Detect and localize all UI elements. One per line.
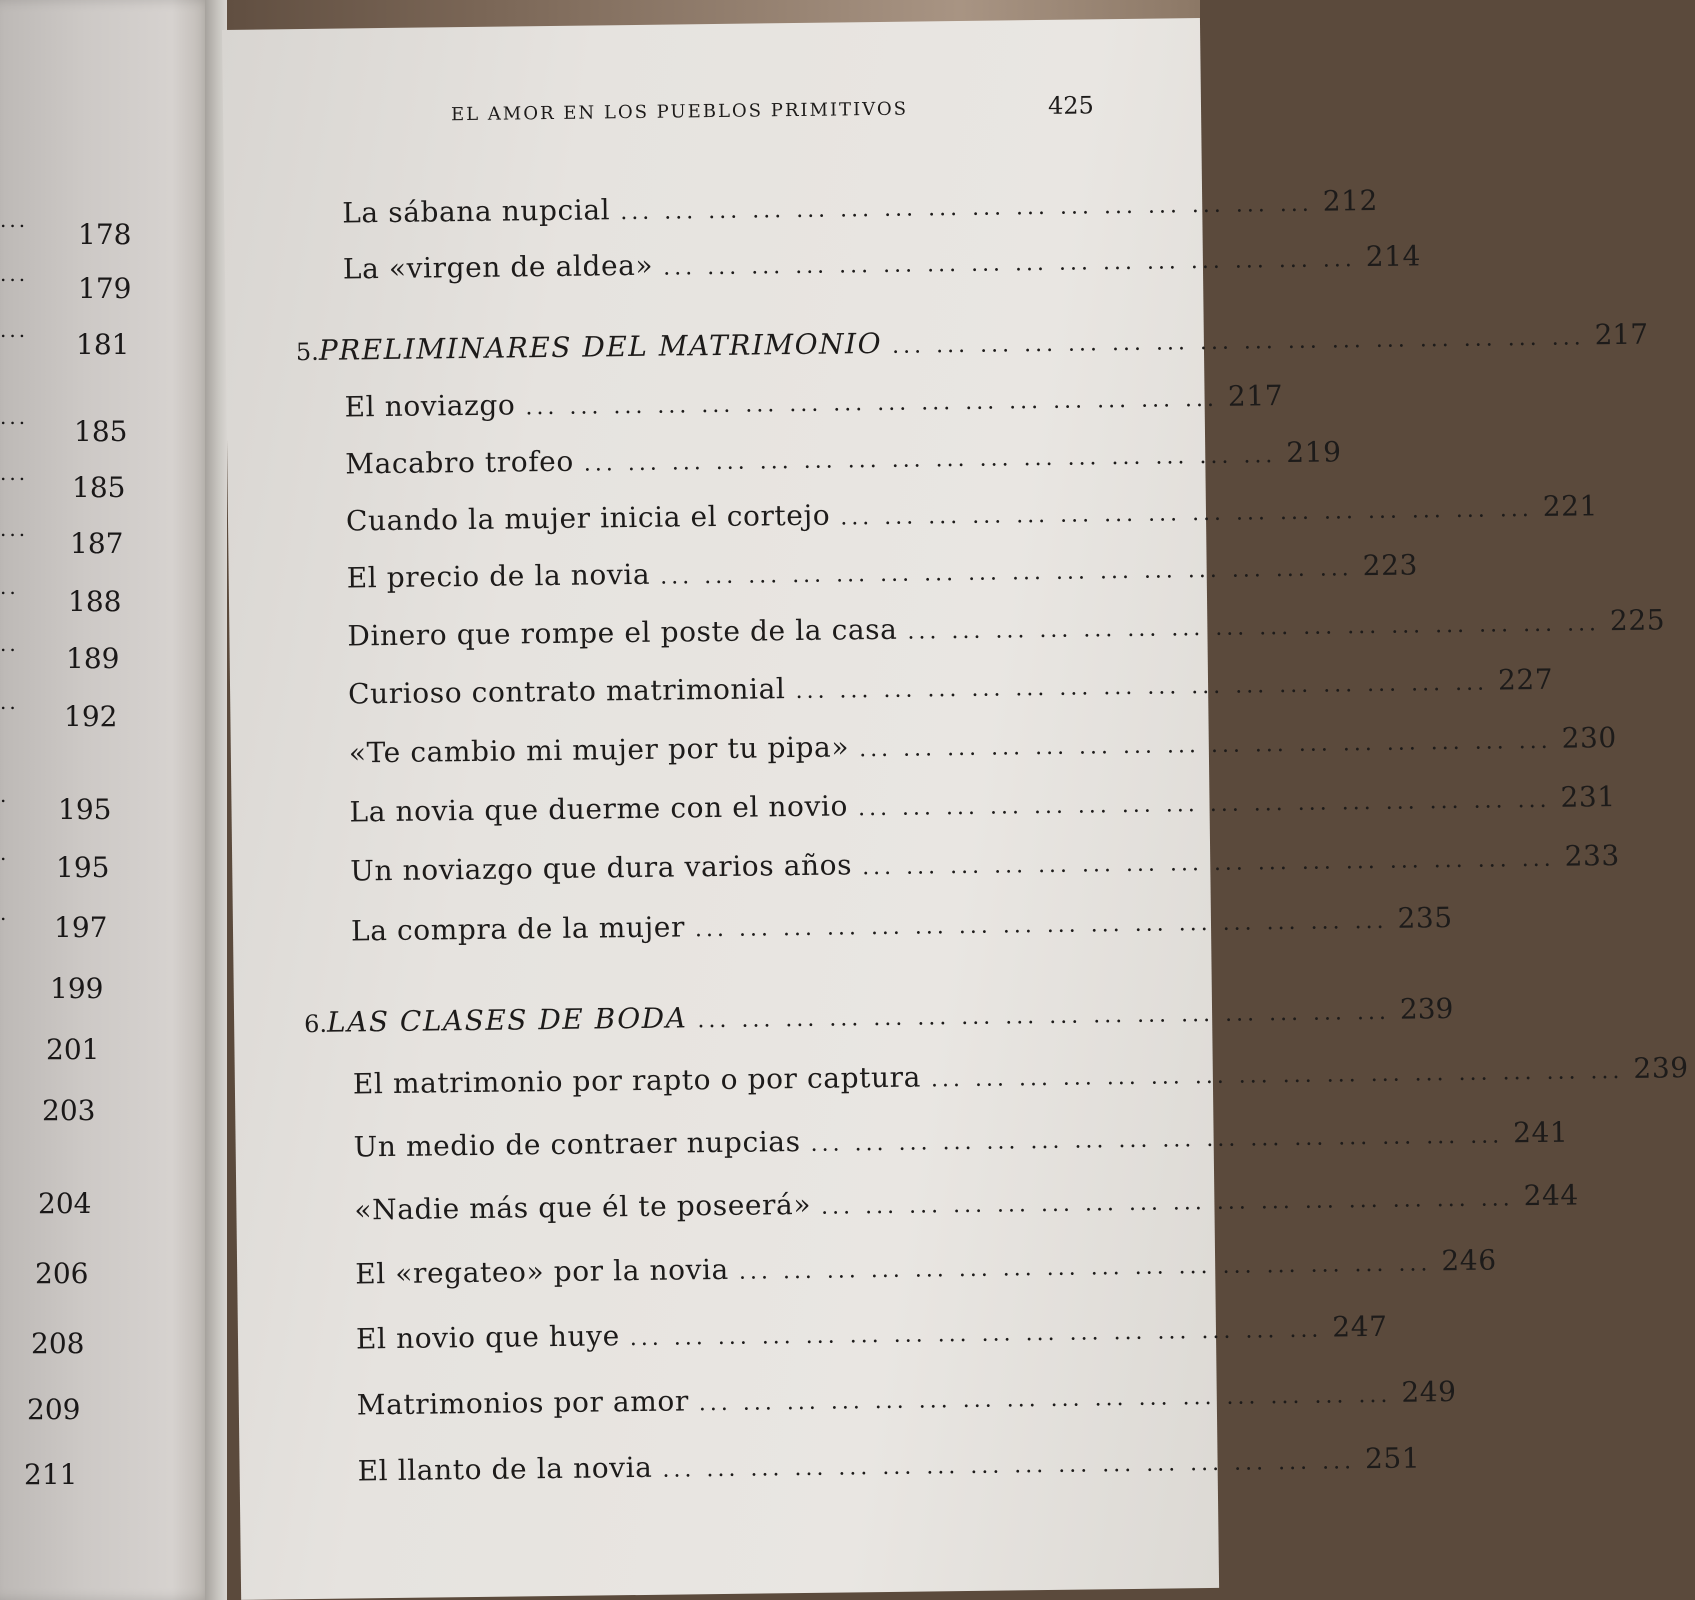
left-leader-dots: ...	[0, 517, 29, 541]
chapter-heading	[295, 317, 1649, 374]
left-leader-dots: .	[0, 901, 10, 925]
toc-leader-dots: ... ... ... ... ... ... ... ... ... ... ... ... ... ... ... ...	[697, 999, 1391, 1034]
left-page-number: 209	[27, 1393, 81, 1426]
toc-entry-page: 239	[1633, 1051, 1689, 1085]
left-leader-dots: .	[0, 841, 10, 865]
toc-entry-title: El llanto de la novia	[357, 1450, 653, 1488]
toc-leader-dots: ... ... ... ... ... ... ... ... ... ... ... ... ... ... ... ...	[840, 497, 1533, 531]
left-page-number: 181	[76, 328, 130, 361]
toc-leader-dots: ... ... ... ... ... ... ... ... ... ... ... ... ... ... ... ...	[525, 386, 1219, 421]
toc-leader-dots: ... ... ... ... ... ... ... ... ... ... ... ... ... ... ... ...	[583, 443, 1277, 477]
left-leader-dots: ..	[0, 575, 19, 599]
toc-leader-dots: ... ... ... ... ... ... ... ... ... ... ... ... ... ... ... ...	[820, 1186, 1514, 1220]
toc-leader-dots: ... ... ... ... ... ... ... ... ... ... ... ... ... ... ... ...	[858, 728, 1552, 763]
toc-entry	[345, 489, 1599, 545]
chapter-title: LAS CLASES DE BODA	[326, 1001, 688, 1039]
toc-leader-dots: ... ... ... ... ... ... ... ... ... ... ... ... ... ... ... ...	[698, 1382, 1392, 1417]
left-page	[0, 0, 215, 1600]
toc-entry	[355, 1243, 1497, 1298]
toc-entry-page: 212	[1322, 183, 1379, 218]
toc-entry	[355, 1309, 1388, 1363]
toc-entry	[344, 379, 1284, 431]
toc-entry-title: «Te cambio mi mujer por tu pipa»	[348, 730, 850, 770]
toc-entry-title: El precio de la novia	[346, 557, 651, 595]
toc-leader-dots: ... ... ... ... ... ... ... ... ... ... ... ... ... ... ... ...	[738, 1251, 1432, 1285]
toc-entry-title: La novia que duerme con el novio	[349, 789, 849, 829]
toc-leader-dots: ... ... ... ... ... ... ... ... ... ... ... ... ... ... ... ...	[620, 191, 1313, 226]
toc-entry-page: 219	[1286, 435, 1342, 470]
chapter-number: 6.	[303, 1009, 328, 1039]
left-page-number: 189	[66, 642, 120, 675]
toc-entry-page: 244	[1523, 1178, 1580, 1213]
toc-entry-page: 233	[1564, 838, 1621, 873]
toc-entry-title: La compra de la mujer	[350, 910, 686, 948]
left-page-number: 199	[50, 972, 104, 1005]
toc-entry-page: 223	[1362, 548, 1419, 583]
toc-entry-title: La sábana nupcial	[342, 193, 611, 230]
toc-entry-title: Un noviazgo que dura varios años	[350, 848, 853, 888]
chapter-page: 239	[1399, 992, 1454, 1026]
left-page-number: 188	[68, 585, 122, 618]
left-page-number: 208	[31, 1327, 85, 1360]
toc-entry-title: La «virgen de aldea»	[342, 248, 654, 286]
toc-entry-title: El noviazgo	[344, 388, 516, 424]
toc-entry-title: Curioso contrato matrimonial	[347, 672, 786, 711]
left-leader-dots: ...	[0, 208, 29, 232]
left-leader-dots: ...	[0, 262, 29, 286]
toc-entry	[347, 662, 1554, 718]
toc-entry	[349, 780, 1616, 836]
left-leader-dots: ...	[0, 318, 29, 342]
toc-leader-dots: ... ... ... ... ... ... ... ... ... ... ... ... ... ... ... ...	[810, 1123, 1504, 1157]
toc-leader-dots: ... ... ... ... ... ... ... ... ... ... ... ... ... ... ... ...	[663, 247, 1356, 281]
toc-entry	[353, 1115, 1569, 1171]
left-page-number: 179	[78, 272, 132, 305]
chapter-number: 5.	[295, 337, 320, 367]
toc-entry-page: 231	[1560, 780, 1616, 814]
toc-entry-title: Un medio de contraer nupcias	[353, 1125, 801, 1164]
toc-entry-page: 221	[1542, 489, 1599, 523]
toc-entry-title: «Nadie más que él te poseerá»	[354, 1187, 812, 1227]
left-page-number: 185	[72, 471, 126, 504]
toc-entry	[346, 548, 1419, 602]
toc-leader-dots: ... ... ... ... ... ... ... ... ... ... ... ... ... ... ... ...	[795, 670, 1489, 705]
left-page-number: 201	[46, 1033, 100, 1066]
left-page-number: 195	[58, 793, 112, 826]
toc-entry-page: 217	[1227, 379, 1284, 413]
right-page	[222, 18, 1689, 1600]
toc-entry	[350, 838, 1621, 895]
toc-entry-page: 247	[1332, 1309, 1388, 1344]
toc-entry-title: Cuando la mujer inicia el cortejo	[345, 498, 831, 538]
toc-entry	[354, 1178, 1580, 1234]
toc-leader-dots: ... ... ... ... ... ... ... ... ... ... ... ... ... ... ... ...	[907, 611, 1601, 645]
left-leader-dots: ...	[0, 461, 29, 485]
left-page-number: 187	[70, 527, 124, 560]
toc-leader-dots: ... ... ... ... ... ... ... ... ... ... ... ... ... ... ... ...	[861, 846, 1555, 881]
toc-entry	[345, 435, 1342, 488]
toc-entry-page: 246	[1441, 1243, 1497, 1278]
toc-entry-page: 230	[1561, 721, 1618, 755]
left-page-number: 211	[24, 1458, 78, 1491]
toc-entry-page: 249	[1401, 1375, 1457, 1409]
toc-entry-page: 227	[1497, 662, 1554, 697]
running-head: EL AMOR EN LOS PUEBLOS PRIMITIVOS	[450, 98, 909, 126]
chapter-title: PRELIMINARES DEL MATRIMONIO	[318, 326, 883, 367]
toc-entry-page: 214	[1365, 239, 1422, 274]
toc-entry-page: 235	[1397, 901, 1453, 935]
left-page-number: 204	[38, 1187, 92, 1220]
toc-entry	[348, 721, 1618, 777]
left-page-number: 206	[35, 1257, 89, 1290]
toc-entry	[356, 1375, 1457, 1429]
left-leader-dots: .	[0, 783, 10, 807]
left-page-number: 185	[74, 415, 128, 448]
toc-entry	[342, 239, 1422, 293]
toc-entry	[342, 183, 1379, 237]
page-number: 425	[1047, 91, 1094, 120]
toc-leader-dots: ... ... ... ... ... ... ... ... ... ... ... ... ... ... ... ...	[857, 787, 1551, 822]
chapter-heading	[303, 992, 1454, 1046]
toc-entry	[347, 603, 1666, 660]
left-page-number: 178	[78, 218, 132, 251]
toc-leader-dots: ... ... ... ... ... ... ... ... ... ... ... ... ... ... ... ...	[694, 908, 1388, 943]
left-page-number: 197	[54, 911, 108, 944]
left-leader-dots: ...	[0, 405, 29, 429]
left-leader-dots: ..	[0, 690, 19, 714]
left-page-number: 203	[42, 1094, 96, 1127]
toc-entry	[350, 901, 1453, 955]
toc-entry-title: Dinero que rompe el poste de la casa	[347, 612, 898, 653]
chapter-page: 217	[1594, 317, 1649, 352]
left-page-number: 192	[64, 700, 118, 733]
toc-entry-page: 241	[1512, 1115, 1569, 1150]
toc-entry-page: 225	[1609, 603, 1666, 638]
toc-leader-dots: ... ... ... ... ... ... ... ... ... ... ... ... ... ... ... ...	[891, 325, 1585, 359]
toc-leader-dots: ... ... ... ... ... ... ... ... ... ... ... ... ... ... ... ...	[930, 1058, 1624, 1093]
toc-entry	[352, 1051, 1689, 1108]
toc-leader-dots: ... ... ... ... ... ... ... ... ... ... ... ... ... ... ... ...	[662, 1449, 1356, 1483]
toc-leader-dots: ... ... ... ... ... ... ... ... ... ... ... ... ... ... ... ...	[629, 1317, 1323, 1352]
toc-entry-page: 251	[1364, 1441, 1421, 1476]
toc-entry	[357, 1441, 1421, 1495]
toc-entry-title: Macabro trofeo	[345, 444, 574, 481]
left-page-number: 195	[56, 851, 110, 884]
toc-entry-title: El «regateo» por la novia	[355, 1252, 730, 1291]
toc-entry-title: El novio que huye	[355, 1319, 620, 1356]
toc-entry-title: El matrimonio por rapto o por captura	[352, 1060, 922, 1101]
toc-entry-title: Matrimonios por amor	[356, 1384, 690, 1422]
toc-leader-dots: ... ... ... ... ... ... ... ... ... ... ... ... ... ... ... ...	[660, 556, 1353, 590]
left-leader-dots: ..	[0, 632, 19, 656]
